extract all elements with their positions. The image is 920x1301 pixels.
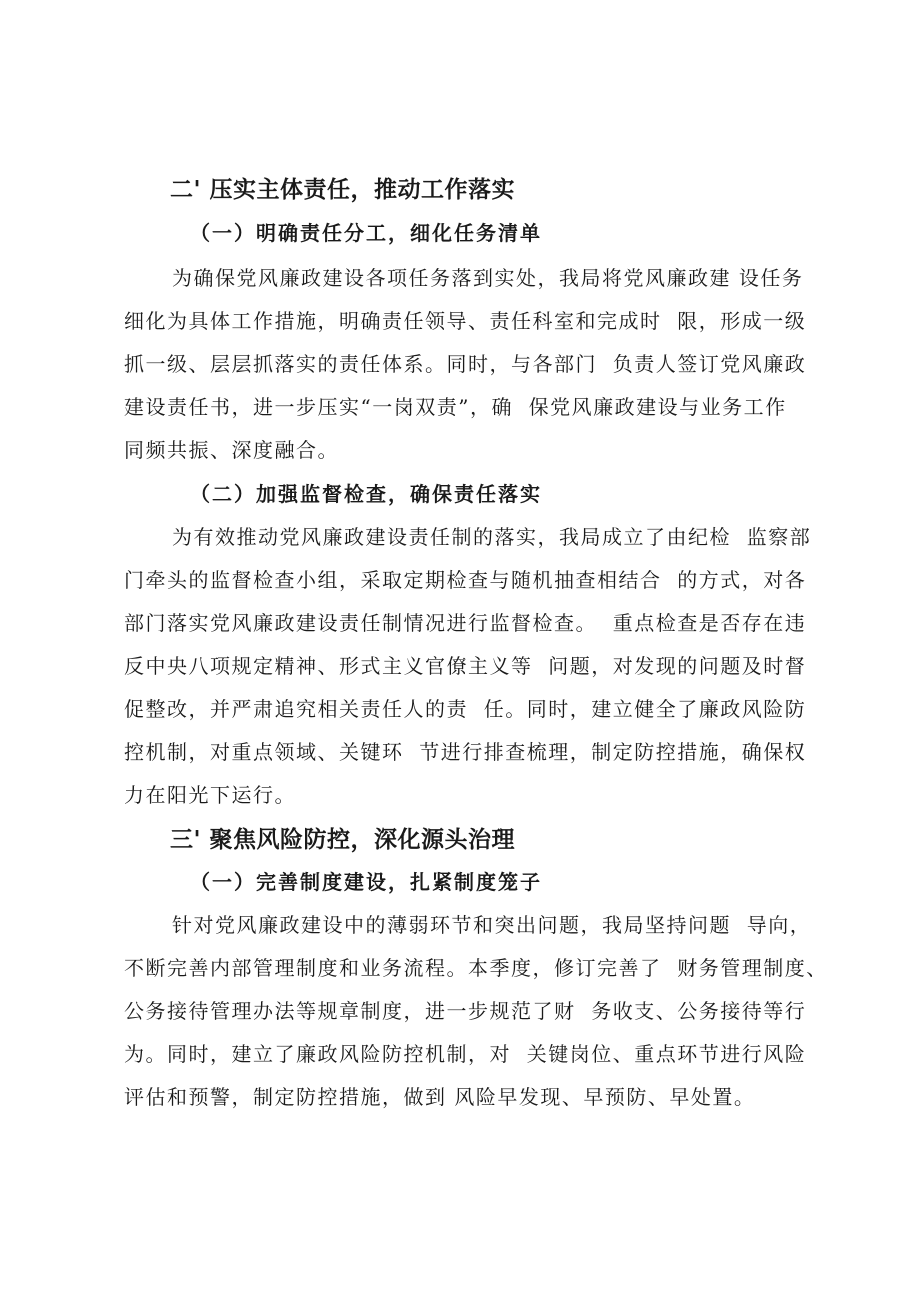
paragraph-line: 反中央八项规定精神、形式主义官僚主义等 问题，对发现的问题及时督: [124, 654, 807, 678]
section-3-subheading-1: （一）完善制度建设，扎紧制度笼子: [190, 870, 542, 894]
section-2-subheading-2: （二）加强监督检查，确保责任落实: [190, 482, 542, 506]
paragraph-line: 细化为具体工作措施，明确责任领导、责任科室和完成时 限，形成一级: [124, 309, 807, 333]
paragraph-line: 同频共振、深度融合。: [124, 438, 339, 462]
paragraph-line: 抓一级、层层抓落实的责任体系。同时，与各部门 负责人签订党风廉政: [124, 352, 807, 376]
paragraph-line: 为。同时，建立了廉政风险防控机制，对 关键岗位、重点环节进行风险: [124, 1042, 807, 1066]
paragraph-line: 控机制，对重点领域、关键环 节进行排查梳理，制定防控措施，确保权: [124, 740, 807, 764]
section-2-subheading-1: （一）明确责任分工，细化任务清单: [190, 221, 542, 245]
paragraph-line: 公务接待管理办法等规章制度，进一步规范了财 务收支、公务接待等行: [124, 999, 807, 1023]
paragraph-line: 不断完善内部管理制度和业务流程。本季度，修订完善了 财务管理制度、: [124, 956, 828, 980]
paragraph-line: 为有效推动党风廉政建设责任制的落实，我局成立了由纪检 监察部: [172, 525, 812, 549]
paragraph-line: 力在阳光下运行。: [124, 783, 296, 807]
paragraph-line: 部门落实党风廉政建设责任制情况进行监督检查。 重点检查是否存在违: [124, 611, 807, 635]
section-2-heading: 二' 压实主体责任，推动工作落实: [170, 177, 516, 203]
paragraph-line: 针对党风廉政建设中的薄弱环节和突出问题，我局坚持问题 导向，: [172, 913, 812, 937]
paragraph-line: 建设责任书，进一步压实“一岗双责”，确 保党风廉政建设与业务工作: [124, 395, 787, 419]
paragraph-line: 促整改，并严肃追究相关责任人的责 任。同时，建立健全了廉政风险防: [124, 697, 807, 721]
paragraph-line: 为确保党风廉政建设各项任务落到实处，我局将党风廉政建 设任务: [172, 266, 804, 290]
paragraph-line: 门牵头的监督检查小组，采取定期检查与随机抽查相结合 的方式，对各: [124, 568, 807, 592]
section-3-heading: 三' 聚焦风险防控，深化源头治理: [170, 827, 516, 853]
paragraph-line: 评估和预警，制定防控措施，做到 风险早发现、早预防、早处置。: [124, 1085, 756, 1109]
